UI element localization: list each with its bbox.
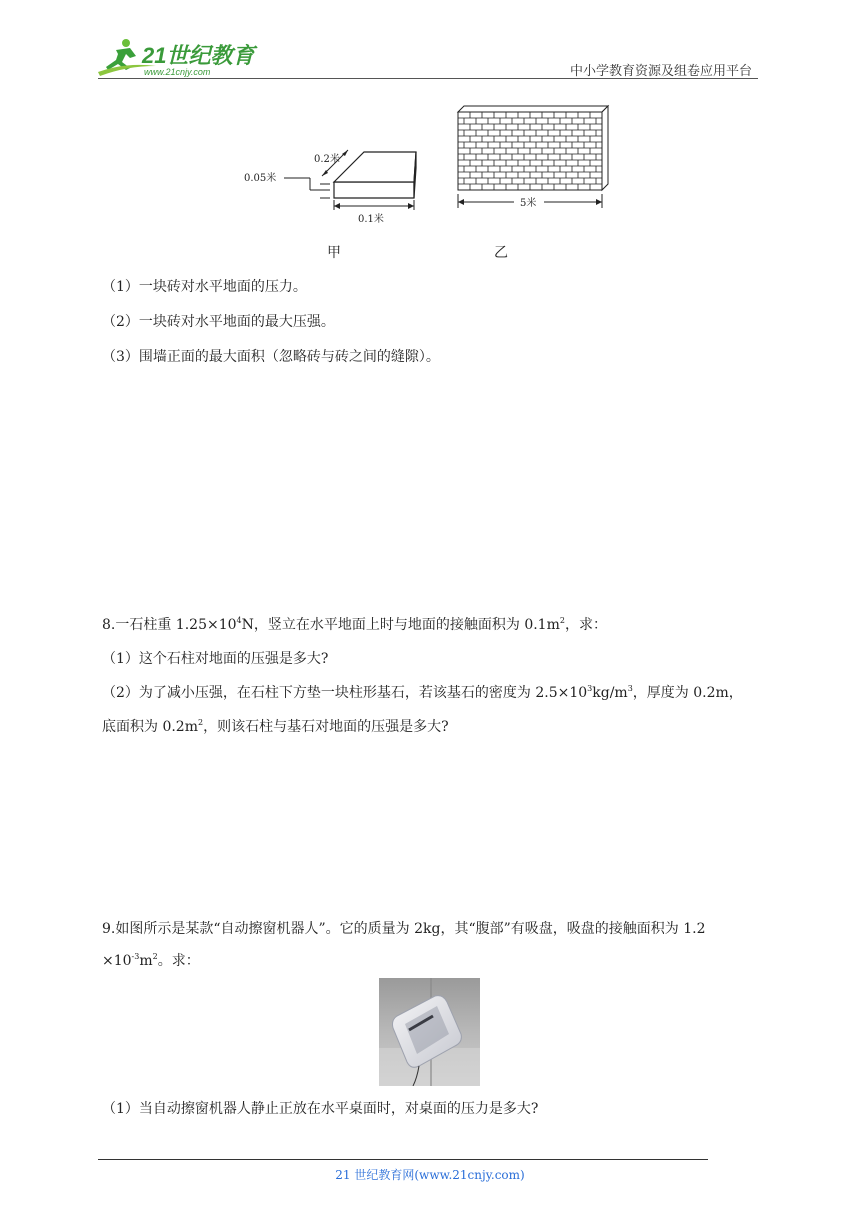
q8-sub2-line2-text-b: ，则该石柱与基石对地面的压强是多大?	[203, 719, 449, 735]
dim-width-label: 0.1米	[358, 214, 384, 225]
q9-sub1: （1）当自动擦窗机器人静止正放在水平桌面时，对桌面的压力是多大?	[102, 1101, 539, 1117]
q9-stem-line2	[102, 950, 200, 970]
q8-sub2-exp2: 3	[627, 684, 633, 693]
header-divider	[98, 78, 758, 79]
wall-bricks	[458, 106, 608, 190]
q8-sub2-exp1: 3	[587, 684, 593, 693]
q8-sub2-text-c: ，厚度为 0.2m，	[632, 685, 743, 701]
q8-stem-text-b: N，竖立在水平地面上时与地面的接触面积为 0.1m	[241, 617, 560, 633]
q8-stem-exp1: 4	[236, 616, 242, 625]
q9-stem-line1: 9.如图所示是某款“自动擦窗机器人”。它的质量为 2kg，其“腹部”有吸盘，吸盘的接触面积为 1.2	[102, 921, 706, 937]
logo-url: www.21cnjy.com	[144, 67, 211, 77]
figure-label-jia: 甲	[327, 245, 341, 261]
wall-width-label: 5米	[520, 198, 537, 209]
footer-divider	[98, 1159, 708, 1160]
q9-stem-line2-text-b: m	[139, 953, 153, 969]
footer-link[interactable]: 21 世纪教育网(www.21cnjy.com)	[335, 1168, 525, 1182]
q9-stem-line2-text-a: ×10	[102, 953, 132, 969]
site-logo	[96, 36, 266, 78]
q9-stem-line2-exp2: 2	[152, 952, 158, 961]
q8-stem	[102, 614, 607, 634]
logo-text: 21世纪教育	[142, 43, 255, 68]
q8-sub2-text-b: kg/m	[592, 685, 628, 701]
dim-depth-label: 0.2米	[314, 154, 340, 165]
brick-diagram	[240, 140, 430, 230]
q8-stem-text-c: ，求：	[564, 617, 607, 633]
q7-sub1: （1）一块砖对水平地面的压力。	[102, 279, 307, 295]
wall-diagram	[452, 100, 612, 212]
q8-stem-exp2: 2	[559, 616, 565, 625]
q7-sub2: （2）一块砖对水平地面的最大压强。	[102, 314, 335, 330]
dim-height-label: 0.05米	[244, 173, 277, 184]
q8-sub2	[102, 682, 743, 702]
q8-sub2-text-a: （2）为了减小压强，在石柱下方垫一块柱形基石，若该基石的密度为 2.5×10	[102, 685, 588, 701]
platform-title: 中小学教育资源及组卷应用平台	[570, 64, 753, 79]
q8-stem-text-a: 8.一石柱重 1.25×10	[102, 617, 237, 633]
q8-sub2-line2-text-a: 底面积为 0.2m	[102, 719, 198, 735]
window-robot-photo	[379, 978, 480, 1086]
q8-sub1: （1）这个石柱对地面的压强是多大?	[102, 651, 329, 667]
figure-label-yi: 乙	[494, 245, 508, 261]
q8-sub2-line2-exp: 2	[198, 718, 204, 727]
q9-stem-line2-text-c: 。求：	[157, 953, 200, 969]
q8-sub2-line2	[102, 716, 449, 736]
q9-stem-line2-exp1: -3	[131, 952, 140, 961]
q7-sub3: （3）围墙正面的最大面积（忽略砖与砖之间的缝隙）。	[102, 349, 440, 365]
